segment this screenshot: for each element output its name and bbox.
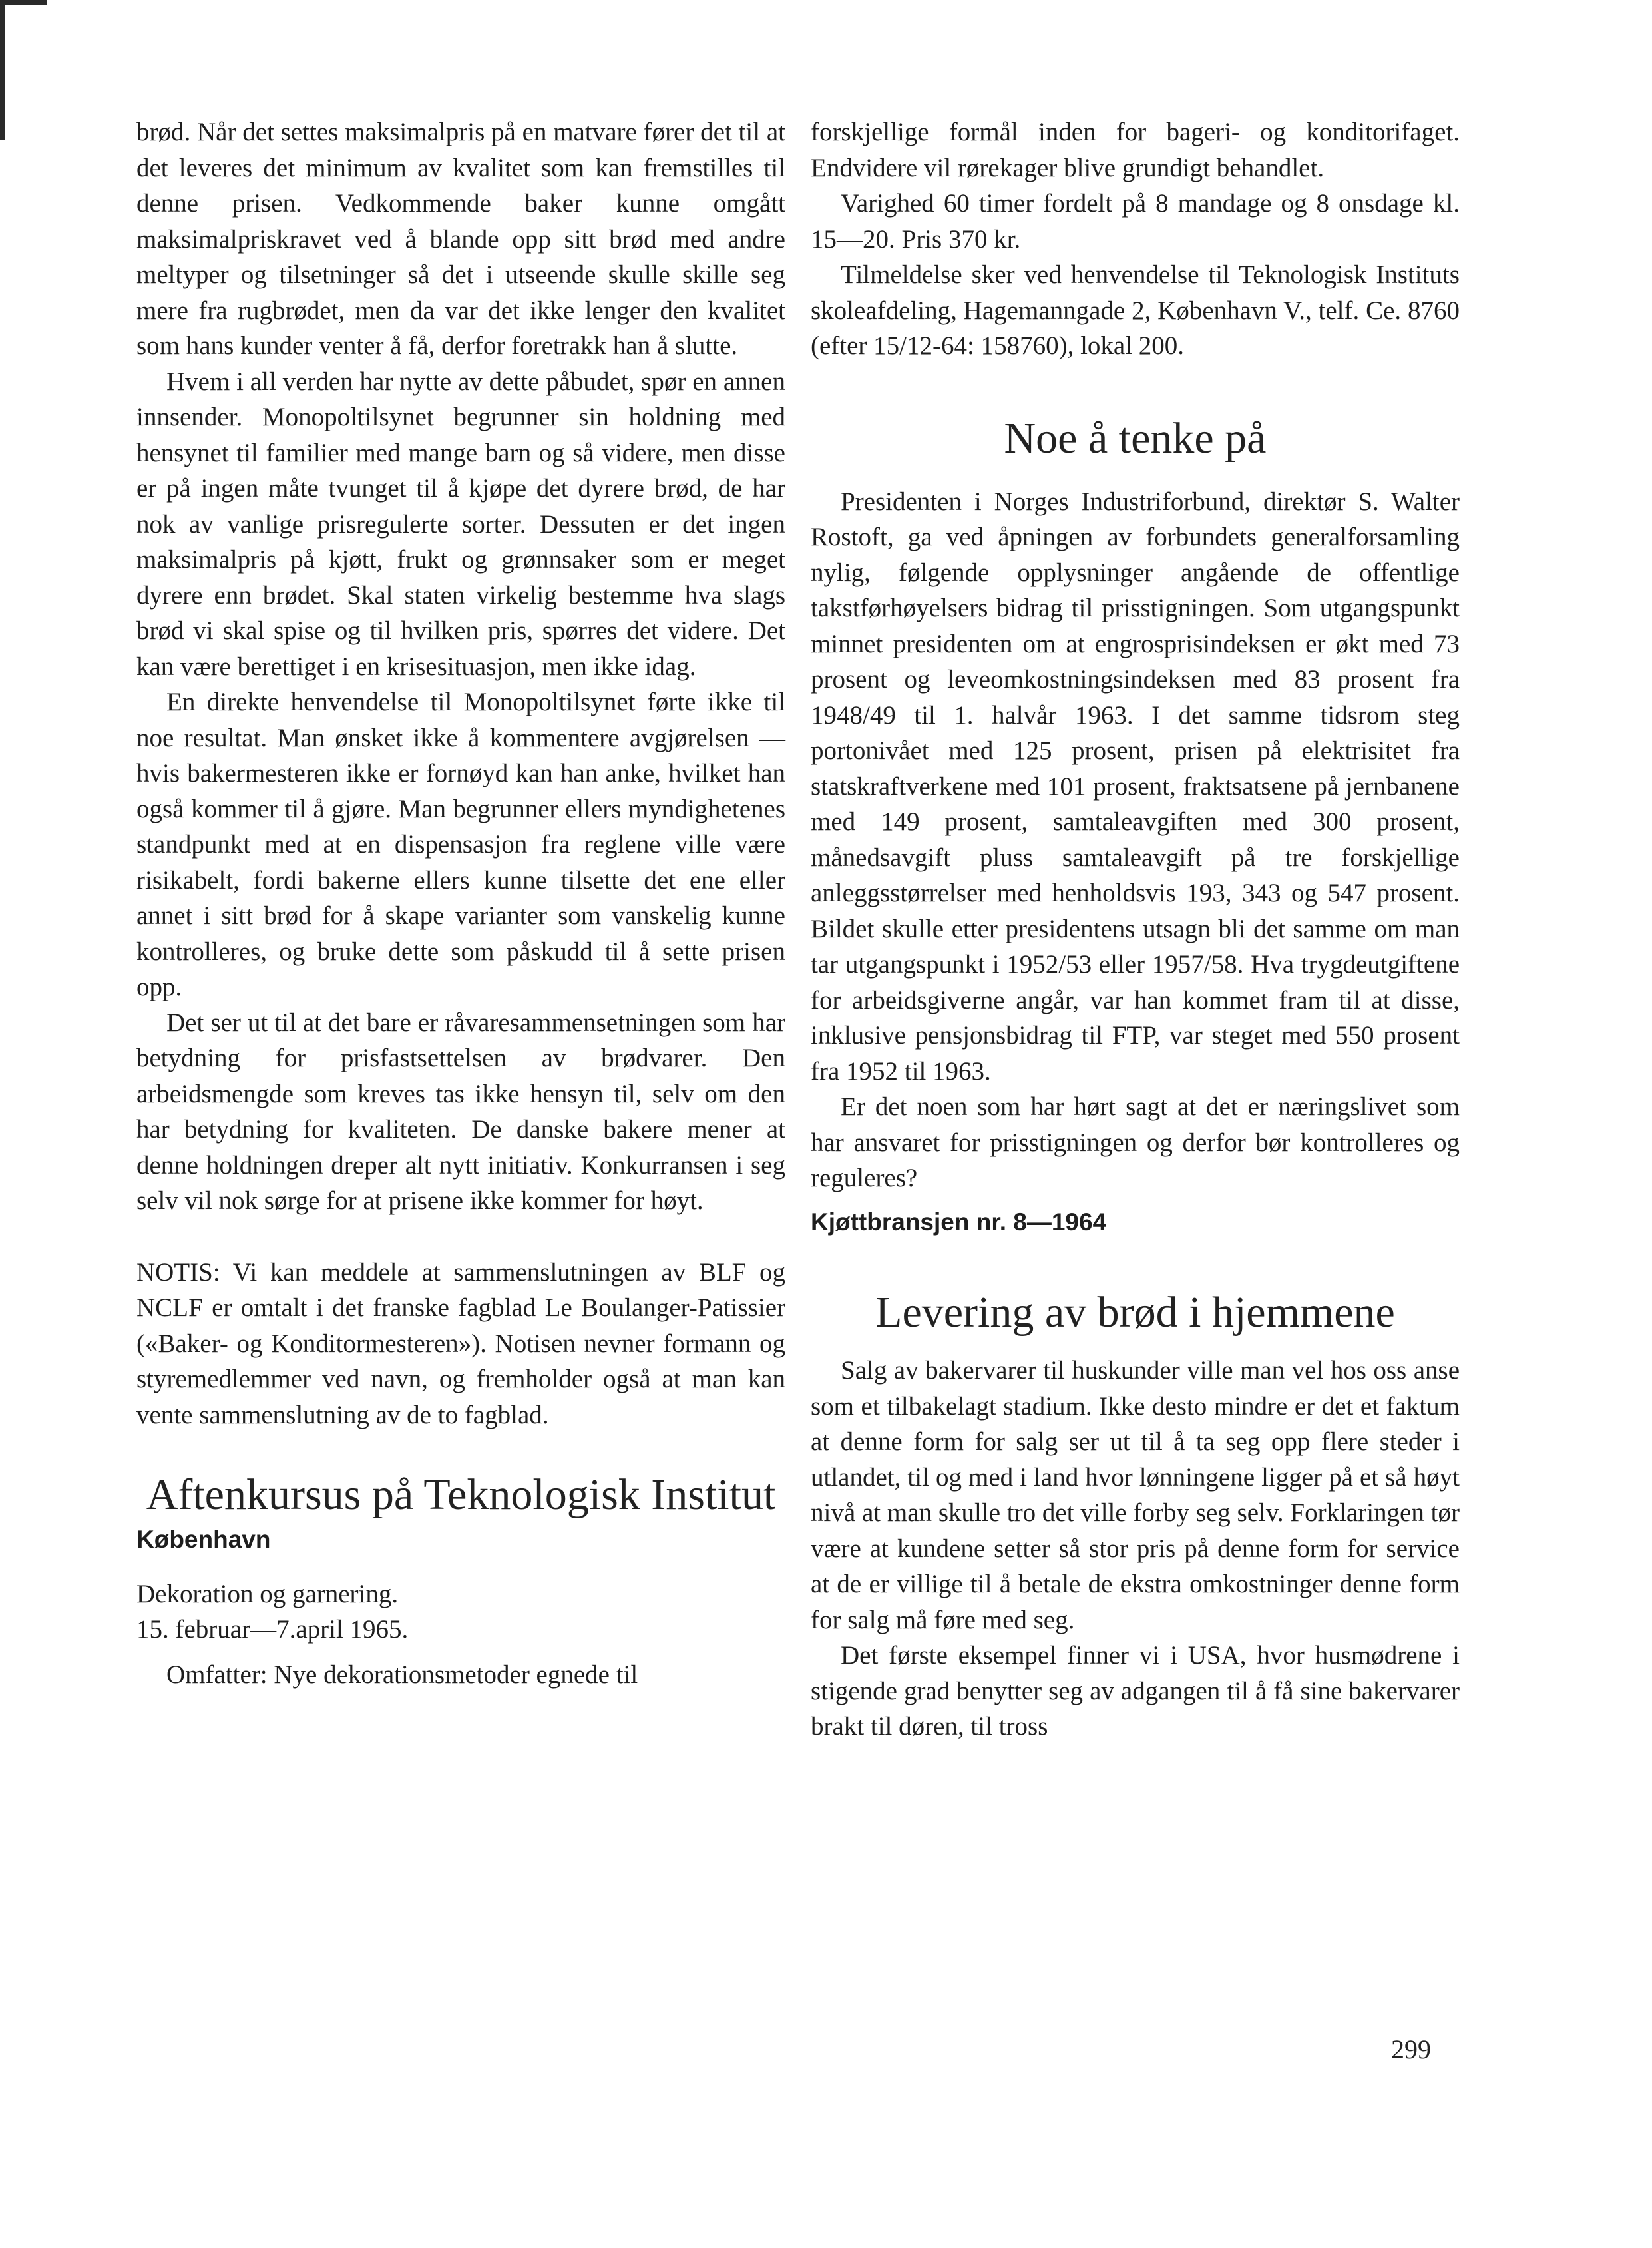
paragraph: Det ser ut til at det bare er råvaresammensetningen som har betydning for prisfastsettelsen av brødvarer. Den arbeidsmengde som kreves tas ikke hensyn til, selv om den har betydning for kvaliteten. De danske bakere mener at denne holdningen dreper alt nytt initiativ. Konkurransen i seg selv vil nok sørge for at prisene ikke kommer for høyt.	[136, 1008, 785, 1215]
course-city: København	[136, 1526, 271, 1553]
paragraph: brød. Når det settes maksimalpris på en matvare fører det til at det leveres det minimum av kvalitet som kan fremstilles til denne prisen. Vedkommende baker kunne omgått maksimalpriskravet ved å blande opp sitt brød med andre meltyper og tilsetninger så det i utseende skulle skille seg mere fra rugbrødet, men da var det ikke lenger den kvalitet som hans kunder venter å få, derfor foretrakk han å slutte.	[136, 118, 785, 360]
paragraph: Er det noen som har hørt sagt at det er næringslivet som har ansvaret for prisstigningen og derfor bør kontrolleres og reguleres?	[811, 1092, 1460, 1192]
course-scope: Omfatter: Nye dekorationsmetoder egnede til	[166, 1660, 638, 1689]
page-number: 299	[1391, 2034, 1431, 2064]
paragraph: Salg av bakervarer til huskunder ville man vel hos oss anse som et tilbakelagt stadium. Ikke desto mindre er det et faktum at denne form for salg ser ut til å ta seg opp flere steder i utlandet, til og med i land hvor lønningene ligger på et så høyt nivå at man skulle tro det ville forby seg selv. Forklaringen tør være at kundene setter så stor pris på denne form for service at de er villige til å betale de ekstra omkostninger denne form for salg må føre med seg.	[811, 1356, 1460, 1634]
source-citation: Kjøttbransjen nr. 8—1964	[811, 1208, 1107, 1236]
paragraph: Tilmeldelse sker ved henvendelse til Teknologisk Instituts skoleafdeling, Hagemanngade 2, København V., telf. Ce. 8760 (efter 15/12-64: 158760), lokal 200.	[811, 260, 1460, 360]
paragraph: Varighed 60 timer fordelt på 8 mandage og 8 onsdage kl. 15—20. Pris 370 kr.	[811, 189, 1460, 254]
paragraph: Hvem i all verden har nytte av dette påbudet, spør en annen innsender. Monopoltilsynet begrunner sin holdning med hensynet til familier med mange barn og så videre, men disse er på ingen måte tvunget til å kjøpe det dyrere brød, de har nok av vanlige prisregulerte sorter. Dessuten er det ingen maksimalpris på kjøtt, frukt og grønnsaker som er meget dyrere enn brødet. Skal staten virkelig bestemme hva slags brød vi skal spise og til hvilken pris, spørres det videre. Det kan være berettiget i en krisesituasjon, men ikke idag.	[136, 367, 785, 681]
course-dates: 15. februar—7.april 1965.	[136, 1615, 409, 1644]
paragraph: Det første eksempel finner vi i USA, hvor husmødrene i stigende grad benytter seg av adgangen til å få sine bakervarer brakt til døren, til tross	[811, 1641, 1460, 1741]
paragraph: Presidenten i Norges Industriforbund, direktør S. Walter Rostoft, ga ved åpningen av forbundets generalforsamling nylig, følgende opplysninger angående de offentlige takstførhøyelsers bidrag til prisstigningen. Som utgangspunkt minnet presidenten om at engrosprisindeksen er økt med 73 prosent og leveomkostningsindeksen med 83 prosent fra 1948/49 til 1. halvår 1963. I det samme tidsrom steg portonivået med 125 prosent, prisen på elektrisitet fra statskraftverkene med 101 prosent, fraktsatsene på jernbanene med 149 prosent, samtaleavgiften med 300 prosent, månedsavgift pluss samtaleavgift på tre forskjellige anleggsstørrelser med henholdsvis 193, 343 og 547 prosent. Bildet skulle etter presidentens utsagn bli det samme om man tar utgangspunkt i 1952/53 eller 1957/58. Hva trygdeutgiftene for arbeidsgiverne angår, var han kommet fram til at disse, inklusive pensjonsbidrag til FTP, var steget med 550 prosent fra 1952 til 1963.	[811, 487, 1460, 1086]
course-title: Aftenkursus på Teknologisk Institut	[146, 1470, 776, 1519]
scan-corner-mark	[0, 0, 47, 140]
course-subject: Dekoration og garnering.	[136, 1579, 399, 1608]
paragraph: forskjellige formål inden for bageri- og konditorifaget. Endvidere vil rørekager blive grundigt behandlet.	[811, 118, 1460, 182]
section-title-noe-a-tenke-pa: Noe å tenke på	[1004, 413, 1267, 463]
notis-paragraph: NOTIS: Vi kan meddele at sammenslutningen av BLF og NCLF er omtalt i det franske fagblad Le Boulanger-Patissier («Baker- og Konditormesteren»). Notisen nevner formann og styremedlemmer ved navn, og fremholder også at man kan vente sammenslutning av de to fagblad.	[136, 1257, 785, 1429]
section-title-levering: Levering av brød i hjemmene	[875, 1288, 1395, 1337]
left-column	[136, 114, 785, 1692]
paragraph: En direkte henvendelse til Monopoltilsynet førte ikke til noe resultat. Man ønsket ikke å kommentere avgjørelsen — hvis bakermesteren ikke er fornøyd kan han anke, hvilket han også kommer til å gjøre. Man begrunner ellers myndighetenes standpunkt med at en dispensasjon fra reglene ville være risikabelt, fordi bakerne ellers kunne tilsette det ene eller annet i sitt brød for å skape varianter som vanskelig kunne kontrolleres, og bruke dette som påskudd til å sette prisen opp.	[136, 688, 785, 1001]
right-column	[811, 114, 1460, 1745]
